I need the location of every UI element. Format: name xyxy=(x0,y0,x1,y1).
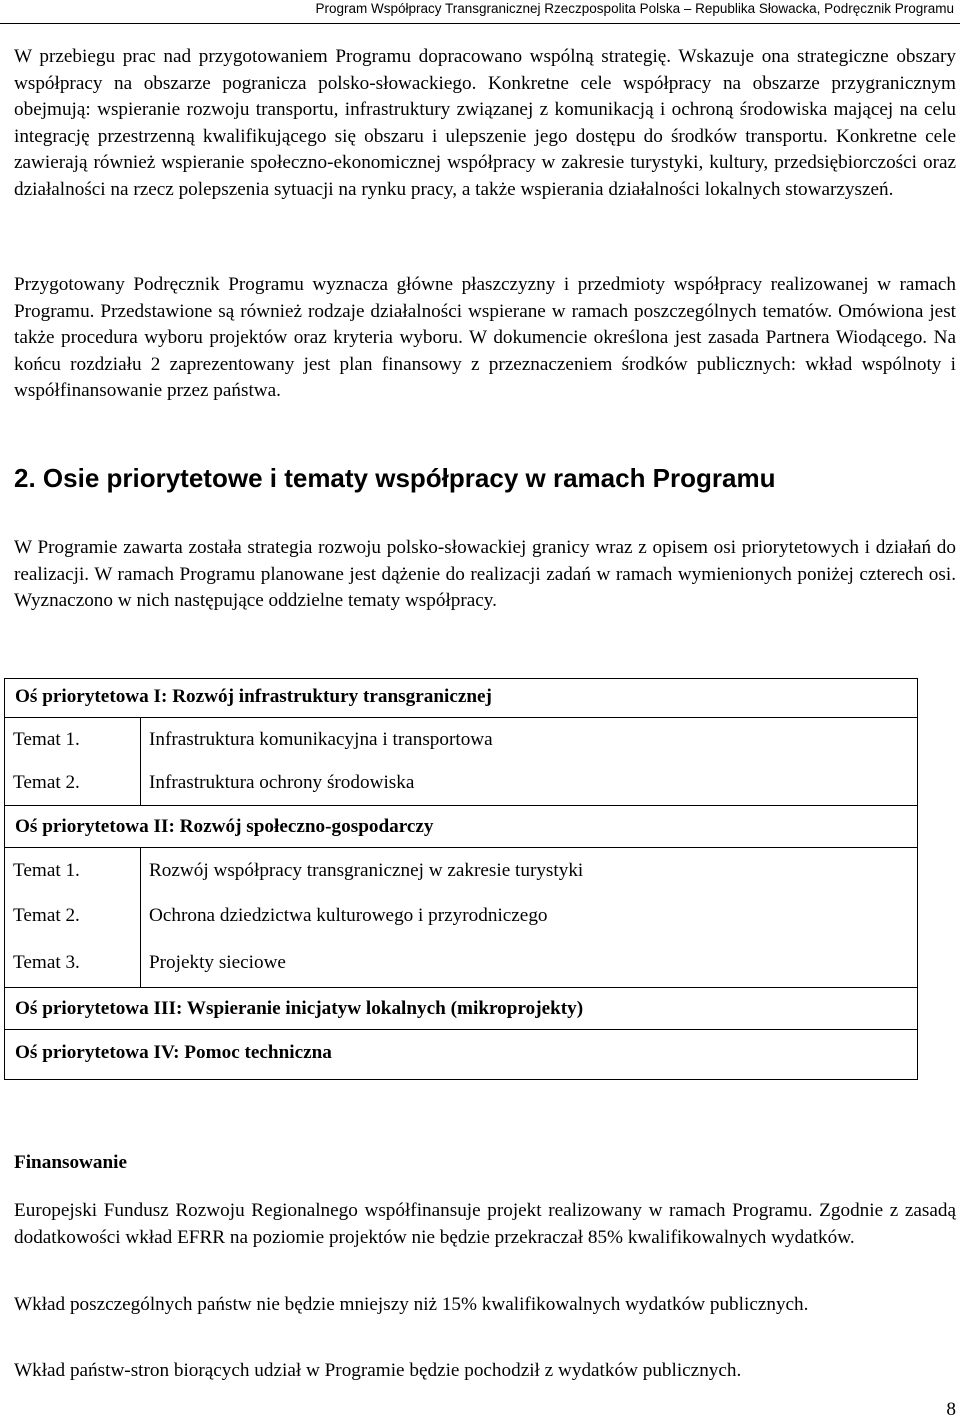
section-paragraph: W Programie zawarta została strategia rozwoju polsko-słowackiej granicy wraz z opisem osi priorytetowych i działań do realizacji. W ramach Programu planowane jest dążenie do realizacji zadań w ramach wymienionych poniżej czterech osi. Wyznaczono w nich następujące oddzielne tematy współpracy. xyxy=(14,537,956,611)
axis-2-topic-1-label: Temat 1. xyxy=(13,860,80,881)
running-header-title: Program Współpracy Transgranicznej Rzeczpospolita Polska – Republika Słowacka, Podręcznik Programu xyxy=(315,1,954,16)
axis-1-topic-2-label: Temat 2. xyxy=(13,772,80,793)
section-heading: 2. Osie priorytetowe i tematy współpracy w ramach Programu xyxy=(14,463,776,493)
axis-4-title: Pomoc techniczna xyxy=(184,1042,332,1063)
intro-paragraph-2: Przygotowany Podręcznik Programu wyznacza główne płaszczyzny i przedmioty współpracy realizowanej w ramach Programu. Przedstawione są również rodzaje działalności wspierane w ramach poszczególnych tematów. Omówiona jest także procedura wyboru projektów oraz kryteria wyboru. W dokumencie określona jest zasada Partnera Wiodącego. Na końcu rozdziału 2 zaprezentowany jest plan finansowy z przeznaczeniem środków publicznych: wkład wspólnoty i współfinansowanie przez państwa. xyxy=(14,274,956,401)
axis-2-row xyxy=(15,815,434,839)
financing-paragraph-3: Wkład państw-stron biorących udział w Programie będzie pochodził z wydatków publicznych. xyxy=(14,1360,742,1381)
axis-2-topic-2-name: Ochrona dziedzictwa kulturowego i przyrodniczego xyxy=(149,905,548,926)
axis-1-topic-1-name: Infrastruktura komunikacyjna i transportowa xyxy=(149,729,493,750)
axis-2-topic-1-name: Rozwój współpracy transgranicznej w zakresie turystyki xyxy=(149,860,584,881)
axis-1-topic-1-label: Temat 1. xyxy=(13,729,80,750)
intro-paragraph-1: W przebiegu prac nad przygotowaniem Programu dopracowano wspólną strategię. Wskazuje ona strategiczne obszary współpracy na obszarze pogranicza polsko-słowackiego. Konkretne cele współpracy na obszarze przygranicznym obejmują: wspieranie rozwoju transportu, infrastruktury związanej z komunikacją i ochroną środowiska mającej na celu integrację przestrzenną kwalifikującego się obszaru i ulepszenie jego dostępu do środków transportu. Konkretne cele zawierają również wspieranie społeczno-ekonomicznej współpracy w zakresie turystyki, kultury, przedsiębiorczości oraz działalności na rzecz polepszenia sytuacji na rynku pracy, a także wspierania działalności lokalnych stowarzyszeń. xyxy=(14,46,956,200)
axis-3-label: Oś priorytetowa III: xyxy=(15,998,183,1019)
axis-2-label: Oś priorytetowa II: xyxy=(15,816,175,837)
axis-2-title: Rozwój społeczno-gospodarczy xyxy=(179,816,434,837)
axis-1-title: Rozwój infrastruktury transgranicznej xyxy=(172,686,492,707)
axis-4-label: Oś priorytetowa IV: xyxy=(15,1042,180,1063)
axis-1-label: Oś priorytetowa I: xyxy=(15,686,168,707)
priority-axes-table xyxy=(4,678,918,1080)
axis-1-topic-2-name: Infrastruktura ochrony środowiska xyxy=(149,772,415,793)
axis-2-topic-3-name: Projekty sieciowe xyxy=(149,952,286,973)
running-header xyxy=(0,0,960,24)
financing-heading: Finansowanie xyxy=(14,1152,128,1173)
axis-3-title: Wspieranie inicjatyw lokalnych (mikroprojekty) xyxy=(186,998,584,1019)
axis-3-row xyxy=(15,997,583,1021)
axis-2-topic-2-label: Temat 2. xyxy=(13,905,80,926)
axis-4-row xyxy=(15,1041,332,1065)
financing-paragraph-2: Wkład poszczególnych państw nie będzie mniejszy niż 15% kwalifikowalnych wydatków publicznych. xyxy=(14,1294,809,1315)
axis-1-row xyxy=(15,685,492,709)
axis-2-topic-3-label: Temat 3. xyxy=(13,952,80,973)
page-number: 8 xyxy=(946,1399,956,1420)
financing-paragraph-1: Europejski Fundusz Rozwoju Regionalnego współfinansuje projekt realizowany w ramach Programu. Zgodnie z zasadą dodatkowości wkład EFRR na poziomie projektów nie będzie przekraczał 85% kwalifikowalnych wydatków. xyxy=(14,1200,956,1248)
